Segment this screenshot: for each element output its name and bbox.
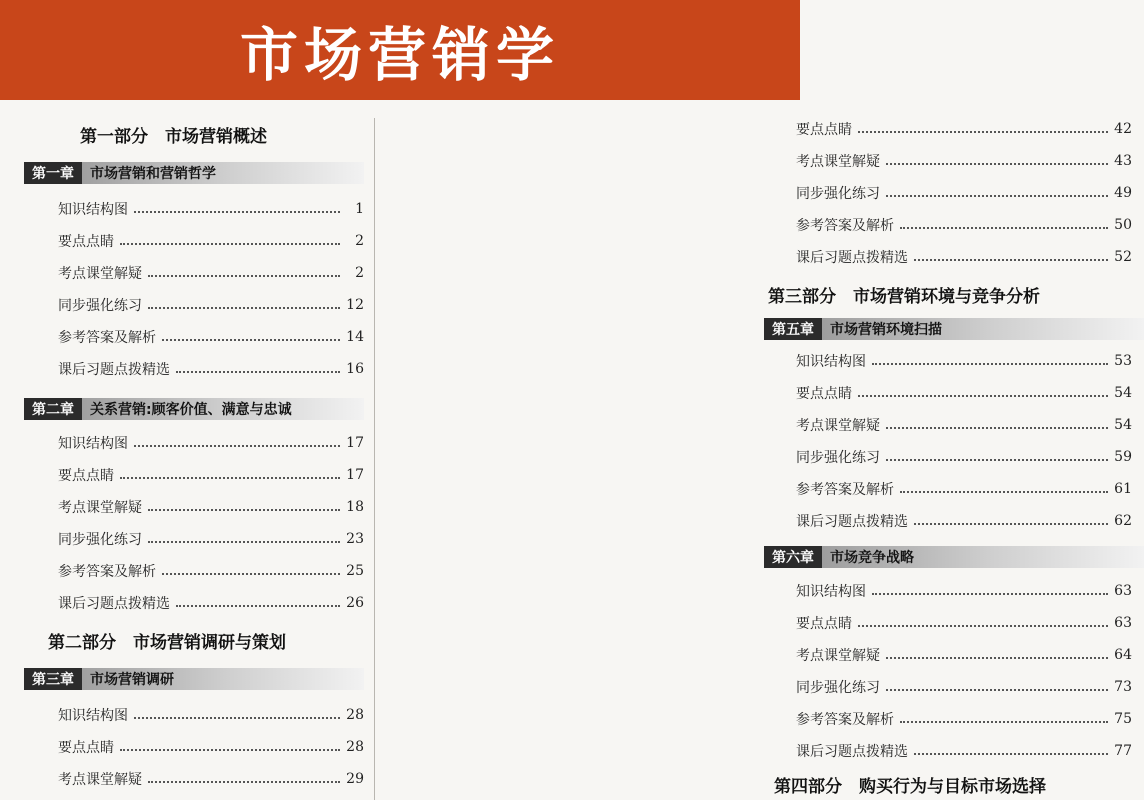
entry-page: 63 xyxy=(1114,615,1132,631)
dot-leader xyxy=(886,163,1108,165)
dot-leader xyxy=(872,593,1108,595)
entry-page: 23 xyxy=(346,531,364,547)
dot-leader xyxy=(900,491,1108,493)
chapter-heading-2 xyxy=(24,398,364,420)
entry-label: 课后习题点拨精选 xyxy=(58,362,170,378)
chapter-number: 第三章 xyxy=(24,668,82,690)
entry-label: 知识结构图 xyxy=(796,354,866,370)
toc-entry[interactable] xyxy=(58,198,364,220)
chapter-title: 市场竞争战略 xyxy=(830,550,914,566)
toc-entry[interactable] xyxy=(796,580,1132,602)
chapter-title: 市场营销环境扫描 xyxy=(830,322,942,338)
dot-leader xyxy=(148,275,340,277)
chapter-number: 第五章 xyxy=(764,318,822,340)
entry-label: 参考答案及解析 xyxy=(796,482,894,498)
entry-label: 要点点睛 xyxy=(796,386,852,402)
entry-label: 要点点睛 xyxy=(796,616,852,632)
entry-label: 考点课堂解疑 xyxy=(58,772,142,788)
dot-leader xyxy=(176,371,340,373)
entry-label: 要点点睛 xyxy=(58,740,114,756)
chapter-title: 市场营销调研 xyxy=(90,672,174,688)
dot-leader xyxy=(162,339,340,341)
dot-leader xyxy=(900,227,1108,229)
dot-leader xyxy=(134,717,340,719)
dot-leader xyxy=(176,605,340,607)
toc-entry[interactable] xyxy=(58,262,364,284)
entry-page: 17 xyxy=(346,467,364,483)
dot-leader xyxy=(858,131,1108,133)
entry-page: 63 xyxy=(1114,583,1132,599)
entry-page: 64 xyxy=(1114,647,1132,663)
entry-label: 参考答案及解析 xyxy=(796,712,894,728)
entry-label: 考点课堂解疑 xyxy=(796,154,880,170)
entry-page: 75 xyxy=(1114,711,1132,727)
entry-page: 25 xyxy=(346,563,364,579)
toc-entry[interactable] xyxy=(796,446,1132,468)
dot-leader xyxy=(148,509,340,511)
entry-page: 12 xyxy=(346,297,364,313)
toc-entry[interactable] xyxy=(796,214,1132,236)
part-heading-1: 第一部分 市场营销概述 xyxy=(80,127,267,147)
toc-entry[interactable] xyxy=(58,768,364,790)
part-heading-4: 第四部分 购买行为与目标市场选择 xyxy=(774,777,1046,797)
entry-label: 要点点睛 xyxy=(796,122,852,138)
dot-leader xyxy=(148,307,340,309)
toc-entry[interactable] xyxy=(58,560,364,582)
toc-entry[interactable] xyxy=(58,464,364,486)
dot-leader xyxy=(886,689,1108,691)
entry-page: 77 xyxy=(1114,743,1132,759)
toc-entry[interactable] xyxy=(796,118,1132,140)
dot-leader xyxy=(914,259,1108,261)
toc-entry[interactable] xyxy=(796,612,1132,634)
dot-leader xyxy=(120,243,340,245)
entry-label: 同步强化练习 xyxy=(796,680,880,696)
entry-page: 61 xyxy=(1114,481,1132,497)
entry-page: 62 xyxy=(1114,513,1132,529)
toc-entry[interactable] xyxy=(796,676,1132,698)
entry-page: 73 xyxy=(1114,679,1132,695)
column-divider xyxy=(374,118,375,800)
entry-label: 考点课堂解疑 xyxy=(58,500,142,516)
toc-entry[interactable] xyxy=(58,592,364,614)
toc-entry[interactable] xyxy=(796,510,1132,532)
dot-leader xyxy=(872,363,1108,365)
dot-leader xyxy=(148,541,340,543)
entry-page: 54 xyxy=(1114,417,1132,433)
toc-entry[interactable] xyxy=(58,432,364,454)
entry-page: 28 xyxy=(346,707,364,723)
toc-entry[interactable] xyxy=(796,644,1132,666)
entry-label: 要点点睛 xyxy=(58,234,114,250)
toc-entry[interactable] xyxy=(58,230,364,252)
entry-label: 考点课堂解疑 xyxy=(796,418,880,434)
toc-entry[interactable] xyxy=(796,382,1132,404)
entry-page: 28 xyxy=(346,739,364,755)
entry-label: 知识结构图 xyxy=(58,202,128,218)
entry-page: 54 xyxy=(1114,385,1132,401)
entry-label: 课后习题点拨精选 xyxy=(796,250,908,266)
entry-page: 1 xyxy=(355,201,364,217)
entry-label: 知识结构图 xyxy=(58,708,128,724)
dot-leader xyxy=(914,523,1108,525)
toc-entry[interactable] xyxy=(58,358,364,380)
entry-label: 同步强化练习 xyxy=(58,298,142,314)
toc-entry[interactable] xyxy=(58,294,364,316)
toc-entry[interactable] xyxy=(58,704,364,726)
entry-page: 29 xyxy=(346,771,364,787)
entry-label: 课后习题点拨精选 xyxy=(796,514,908,530)
entry-page: 49 xyxy=(1114,185,1132,201)
entry-page: 50 xyxy=(1114,217,1132,233)
entry-label: 知识结构图 xyxy=(58,436,128,452)
entry-page: 26 xyxy=(346,595,364,611)
dot-leader xyxy=(148,781,340,783)
entry-label: 课后习题点拨精选 xyxy=(796,744,908,760)
dot-leader xyxy=(900,721,1108,723)
entry-page: 2 xyxy=(355,265,364,281)
entry-page: 43 xyxy=(1114,153,1132,169)
chapter-title: 关系营销:顾客价值、满意与忠诚 xyxy=(90,402,292,418)
part-heading-2: 第二部分 市场营销调研与策划 xyxy=(48,633,286,653)
chapter-number: 第一章 xyxy=(24,162,82,184)
entry-page: 16 xyxy=(346,361,364,377)
chapter-number: 第二章 xyxy=(24,398,82,420)
entry-label: 课后习题点拨精选 xyxy=(58,596,170,612)
entry-label: 参考答案及解析 xyxy=(58,564,156,580)
dot-leader xyxy=(886,427,1108,429)
toc-entry[interactable] xyxy=(796,414,1132,436)
dot-leader xyxy=(134,445,340,447)
dot-leader xyxy=(886,459,1108,461)
entry-label: 同步强化练习 xyxy=(58,532,142,548)
chapter-heading-1 xyxy=(24,162,364,184)
entry-label: 参考答案及解析 xyxy=(58,330,156,346)
dot-leader xyxy=(120,477,340,479)
chapter-heading-6 xyxy=(764,546,1144,568)
toc-entry[interactable] xyxy=(796,708,1132,730)
dot-leader xyxy=(914,753,1108,755)
dot-leader xyxy=(886,657,1108,659)
toc-entry[interactable] xyxy=(796,182,1132,204)
toc-entry[interactable] xyxy=(58,528,364,550)
chapter-heading-3 xyxy=(24,668,364,690)
entry-label: 参考答案及解析 xyxy=(796,218,894,234)
toc-entry[interactable] xyxy=(796,150,1132,172)
entry-page: 2 xyxy=(355,233,364,249)
entry-page: 52 xyxy=(1114,249,1132,265)
entry-label: 知识结构图 xyxy=(796,584,866,600)
entry-label: 考点课堂解疑 xyxy=(796,648,880,664)
part-heading-3: 第三部分 市场营销环境与竞争分析 xyxy=(768,287,1040,307)
toc-entry[interactable] xyxy=(796,740,1132,762)
book-title: 市场营销学 xyxy=(239,21,560,89)
toc-entry[interactable] xyxy=(796,478,1132,500)
dot-leader xyxy=(886,195,1108,197)
dot-leader xyxy=(858,625,1108,627)
entry-label: 同步强化练习 xyxy=(796,186,880,202)
entry-page: 14 xyxy=(346,329,364,345)
entry-label: 要点点睛 xyxy=(58,468,114,484)
entry-page: 53 xyxy=(1114,353,1132,369)
entry-label: 考点课堂解疑 xyxy=(58,266,142,282)
toc-entry[interactable] xyxy=(796,246,1132,268)
chapter-number: 第六章 xyxy=(764,546,822,568)
entry-page: 59 xyxy=(1114,449,1132,465)
title-banner xyxy=(0,0,800,100)
dot-leader xyxy=(134,211,340,213)
toc-entry[interactable] xyxy=(58,326,364,348)
dot-leader xyxy=(120,749,340,751)
chapter-heading-5 xyxy=(764,318,1144,340)
dot-leader xyxy=(858,395,1108,397)
entry-page: 18 xyxy=(346,499,364,515)
dot-leader xyxy=(162,573,340,575)
toc-entry[interactable] xyxy=(796,350,1132,372)
toc-entry[interactable] xyxy=(58,736,364,758)
chapter-title: 市场营销和营销哲学 xyxy=(90,166,216,182)
toc-entry[interactable] xyxy=(58,496,364,518)
entry-label: 同步强化练习 xyxy=(796,450,880,466)
entry-page: 42 xyxy=(1114,121,1132,137)
entry-page: 17 xyxy=(346,435,364,451)
